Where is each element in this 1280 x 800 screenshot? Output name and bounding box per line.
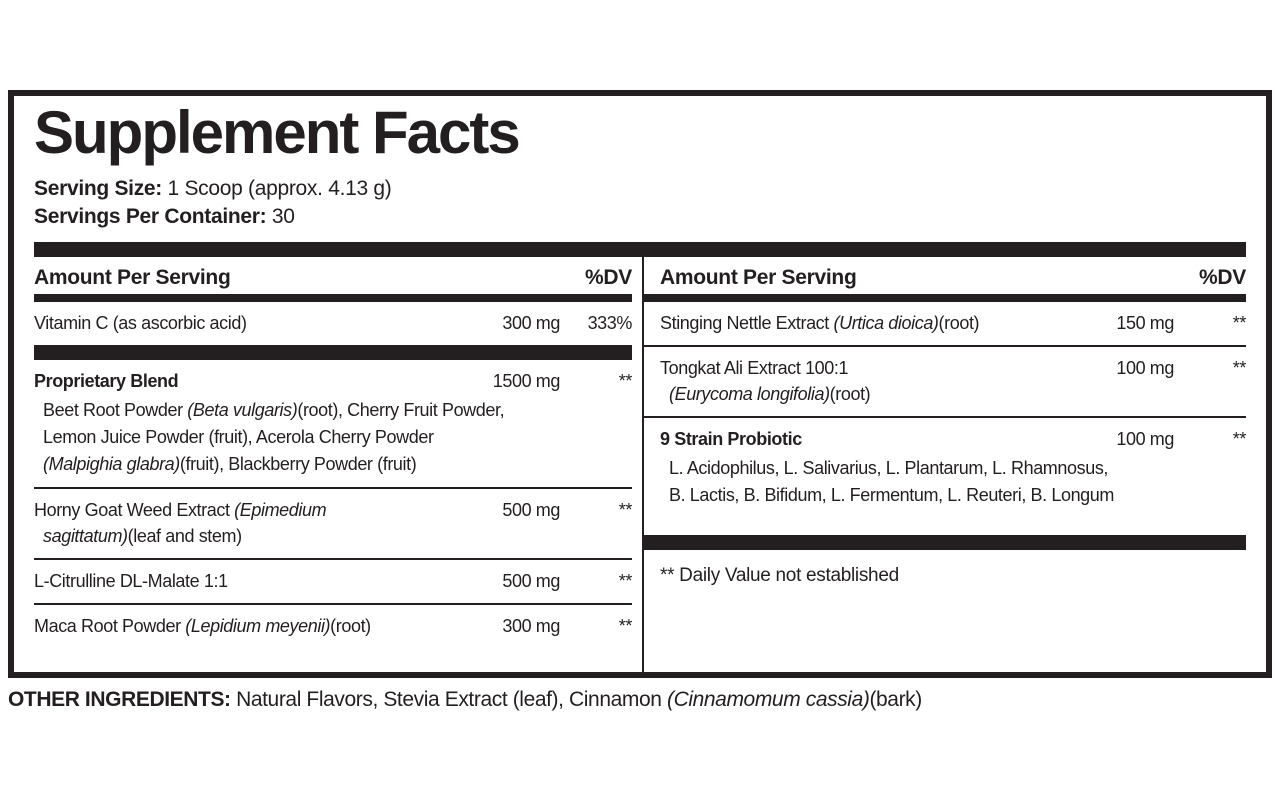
ingredient-amount: 300 mg <box>502 616 560 636</box>
other-ingredients-line: OTHER INGREDIENTS: Natural Flavors, Stevia Extract (leaf), Cinnamon (Cinnamomum cassia)(bark) <box>8 688 922 711</box>
serving-size-line <box>34 175 1246 203</box>
ingredient-name: 9 Strain Probiotic <box>660 429 802 449</box>
ingredient-name: Vitamin C (as ascorbic acid) <box>34 313 247 333</box>
daily-value-footnote: ** Daily Value not established <box>660 565 899 586</box>
header-divider-bar <box>34 294 632 302</box>
ingredient-row-horny-goat-weed <box>34 487 632 558</box>
ingredient-row-maca-root <box>34 603 632 648</box>
ingredient-name: Stinging Nettle Extract (Urtica dioica)(root) <box>660 313 980 333</box>
right-column-header-row <box>644 257 1246 294</box>
left-column-header-row <box>34 257 632 294</box>
ingredient-row-tongkat-ali <box>644 345 1246 416</box>
right-column <box>644 257 1246 672</box>
ingredient-dv: ** <box>618 500 632 520</box>
ingredient-name: Proprietary Blend <box>34 371 179 391</box>
servings-per-container-value: 30 <box>271 205 295 228</box>
dv-header: %DV <box>585 266 632 289</box>
ingredient-amount: 1500 mg <box>492 371 560 391</box>
section-divider-bar <box>34 345 632 360</box>
ingredient-name: Tongkat Ali Extract 100:1 (Eurycoma longifolia)(root) <box>660 358 871 404</box>
ingredient-row-proprietary-blend <box>34 360 632 487</box>
ingredient-amount: 500 mg <box>502 571 560 591</box>
blend-description: Beet Root Powder (Beta vulgaris)(root), Cherry Fruit Powder, Lemon Juice Powder (fruit), Acerola Cherry Powder (Malpighia glabra)(fruit), Blackberry Powder (fruit) <box>43 400 505 474</box>
facts-columns <box>34 257 1246 672</box>
ingredient-dv: ** <box>1232 429 1246 449</box>
ingredient-name: Horny Goat Weed Extract (Epimedium sagittatum)(leaf and stem) <box>34 500 327 546</box>
ingredient-dv: 333% <box>587 313 632 333</box>
ingredient-amount: 500 mg <box>502 500 560 520</box>
servings-per-container-label: Servings Per Container: <box>34 205 267 228</box>
ingredient-amount: 300 mg <box>502 313 560 333</box>
section-divider-bar <box>644 535 1246 550</box>
servings-per-container-line <box>34 203 1246 231</box>
ingredient-row-l-citrulline <box>34 558 632 603</box>
ingredient-amount: 100 mg <box>1116 429 1174 449</box>
ingredient-dv: ** <box>618 616 632 636</box>
probiotic-strains-list: L. Acidophilus, L. Salivarius, L. Plantarum, L. Rhamnosus, B. Lactis, B. Bifidum, L. Fermentum, L. Reuteri, B. Longum <box>669 458 1114 505</box>
ingredient-dv: ** <box>618 371 632 391</box>
ingredient-row-stinging-nettle <box>644 302 1246 345</box>
ingredient-amount: 150 mg <box>1116 313 1174 333</box>
ingredient-row-probiotic <box>644 416 1246 518</box>
left-column <box>34 257 644 672</box>
top-divider-bar <box>34 242 1246 257</box>
ingredient-name: L-Citrulline DL-Malate 1:1 <box>34 571 228 591</box>
ingredient-row-vitamin-c <box>34 302 632 345</box>
ingredient-name: Maca Root Powder (Lepidium meyenii)(root) <box>34 616 371 636</box>
dv-header: %DV <box>1199 266 1246 289</box>
serving-size-value: 1 Scoop (approx. 4.13 g) <box>167 177 392 200</box>
serving-size-label: Serving Size: <box>34 177 162 200</box>
amount-per-serving-header: Amount Per Serving <box>34 266 231 289</box>
ingredient-dv: ** <box>618 571 632 591</box>
header-divider-bar <box>644 294 1246 302</box>
panel-title: Supplement Facts <box>34 99 519 166</box>
ingredient-amount: 100 mg <box>1116 358 1174 378</box>
amount-per-serving-header: Amount Per Serving <box>660 266 857 289</box>
ingredient-dv: ** <box>1232 313 1246 333</box>
supplement-facts-panel <box>8 90 1272 678</box>
ingredient-dv: ** <box>1232 358 1246 378</box>
